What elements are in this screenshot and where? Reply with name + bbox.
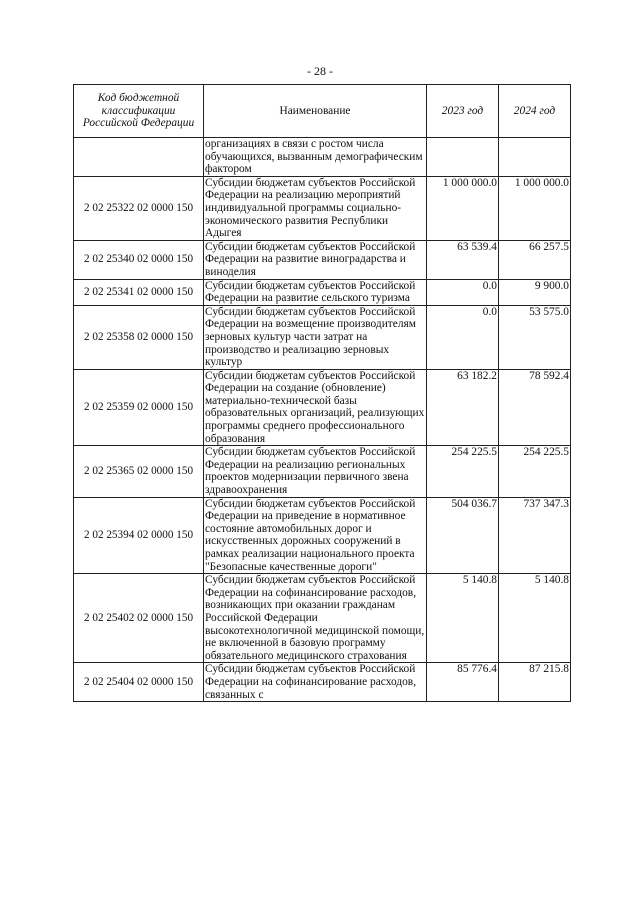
row-value-2023: 254 225.5 <box>427 446 499 497</box>
budget-table <box>73 84 571 702</box>
row-name: Субсидии бюджетам субъектов Российской Федерации на софинансирование расходов, связанных с <box>204 663 427 702</box>
row-value-2024: 1 000 000.0 <box>499 176 571 240</box>
row-code: 2 02 25358 02 0000 150 <box>74 305 204 369</box>
table-row <box>74 497 571 574</box>
row-name: Субсидии бюджетам субъектов Российской Федерации на реализацию мероприятий индивидуальной программы социально-экономического развития Республики Адыгея <box>204 176 427 240</box>
row-value-2023: 5 140.8 <box>427 574 499 663</box>
table-row <box>74 176 571 240</box>
row-value-2024: 87 215.8 <box>499 663 571 702</box>
table-header-row <box>74 85 571 138</box>
row-value-2024: 5 140.8 <box>499 574 571 663</box>
row-name: Субсидии бюджетам субъектов Российской Федерации на софинансирование расходов, возникающих при оказании гражданам Российской Федерации высокотехнологичной медицинской помощи, не включенной в базовую программу обязательного медицинского страхования <box>204 574 427 663</box>
row-value-2024: 737 347.3 <box>499 497 571 574</box>
table-row <box>74 663 571 702</box>
row-value-2024: 78 592.4 <box>499 369 571 446</box>
header-code: Код бюджетной классификации Российской Федерации <box>74 85 204 138</box>
row-value-2023: 0.0 <box>427 279 499 305</box>
row-name: Субсидии бюджетам субъектов Российской Федерации на развитие виноградарства и виноделия <box>204 240 427 279</box>
table-row <box>74 138 571 177</box>
row-value-2023: 63 182.2 <box>427 369 499 446</box>
row-code: 2 02 25359 02 0000 150 <box>74 369 204 446</box>
page-number: - 28 - <box>307 64 333 78</box>
row-name: Субсидии бюджетам субъектов Российской Федерации на возмещение производителям зерновых культур части затрат на производство и реализацию зерновых культур <box>204 305 427 369</box>
row-value-2024: 9 900.0 <box>499 279 571 305</box>
header-year-2024: 2024 год <box>499 85 571 138</box>
row-value-2023: 1 000 000.0 <box>427 176 499 240</box>
row-value-2023 <box>427 138 499 177</box>
row-value-2024: 254 225.5 <box>499 446 571 497</box>
row-value-2024: 53 575.0 <box>499 305 571 369</box>
row-value-2023: 0.0 <box>427 305 499 369</box>
table-row <box>74 240 571 279</box>
row-code: 2 02 25340 02 0000 150 <box>74 240 204 279</box>
row-name: Субсидии бюджетам субъектов Российской Федерации на создание (обновление) материально-технической базы образовательных организаций, реализующих программы среднего профессионального образования <box>204 369 427 446</box>
row-code <box>74 138 204 177</box>
row-value-2023: 63 539.4 <box>427 240 499 279</box>
row-code: 2 02 25404 02 0000 150 <box>74 663 204 702</box>
row-code: 2 02 25394 02 0000 150 <box>74 497 204 574</box>
table-row <box>74 305 571 369</box>
table-row <box>74 279 571 305</box>
header-name: Наименование <box>204 85 427 138</box>
row-value-2024: 66 257.5 <box>499 240 571 279</box>
header-year-2023: 2023 год <box>427 85 499 138</box>
row-name: Субсидии бюджетам субъектов Российской Федерации на развитие сельского туризма <box>204 279 427 305</box>
row-value-2023: 85 776.4 <box>427 663 499 702</box>
row-code: 2 02 25341 02 0000 150 <box>74 279 204 305</box>
row-value-2023: 504 036.7 <box>427 497 499 574</box>
row-code: 2 02 25365 02 0000 150 <box>74 446 204 497</box>
row-name: Субсидии бюджетам субъектов Российской Федерации на приведение в нормативное состояние автомобильных дорог и искусственных дорожных сооружений в рамках реализации национального проекта "Безопасные качественные дороги" <box>204 497 427 574</box>
table-row <box>74 446 571 497</box>
table-row <box>74 574 571 663</box>
row-code: 2 02 25402 02 0000 150 <box>74 574 204 663</box>
row-value-2024 <box>499 138 571 177</box>
table-row <box>74 369 571 446</box>
row-name: Субсидии бюджетам субъектов Российской Федерации на реализацию региональных проектов модернизации первичного звена здравоохранения <box>204 446 427 497</box>
row-name: организациях в связи с ростом числа обучающихся, вызванным демографическим фактором <box>204 138 427 177</box>
row-code: 2 02 25322 02 0000 150 <box>74 176 204 240</box>
